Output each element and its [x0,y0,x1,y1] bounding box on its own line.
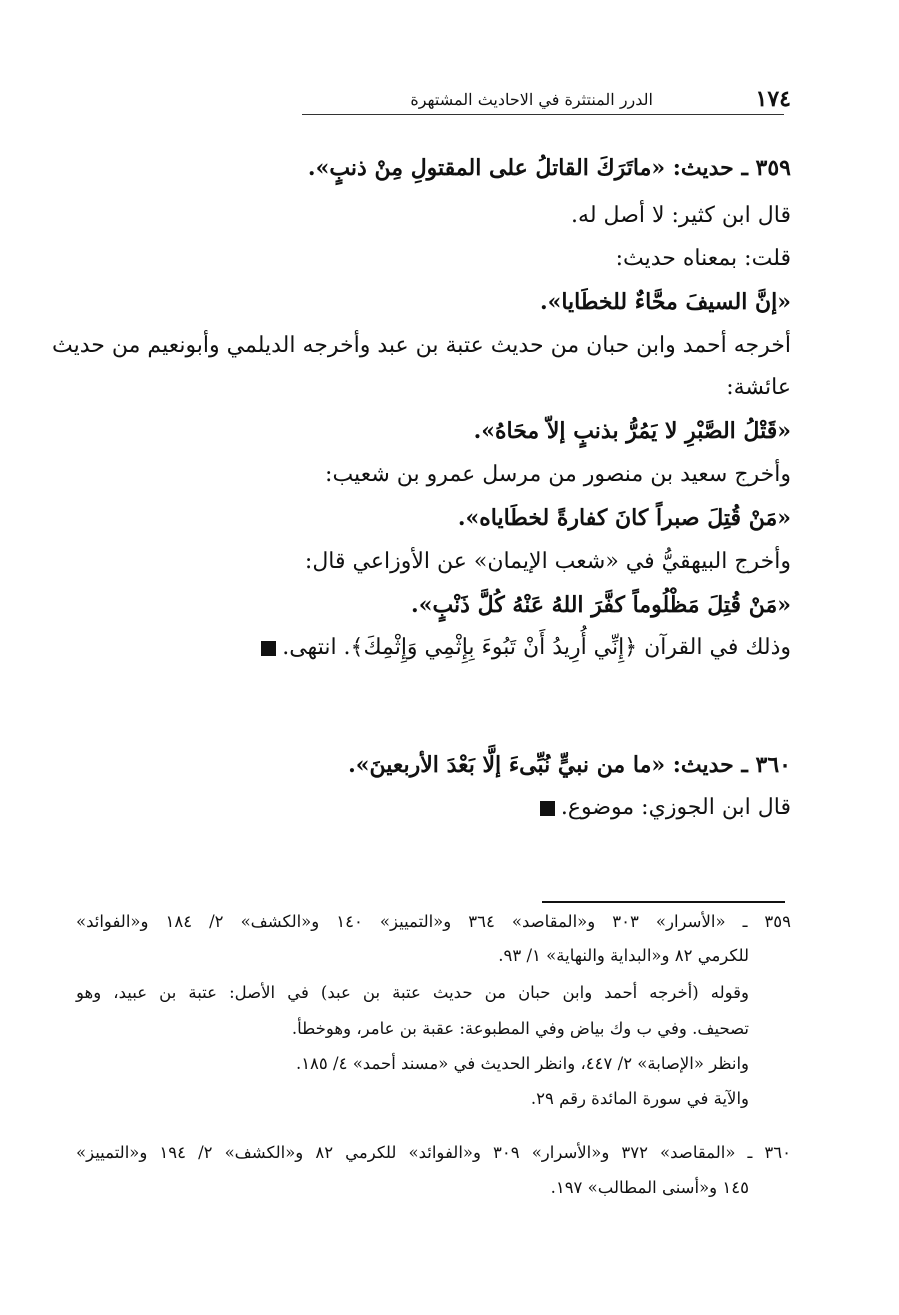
end-marker-icon [261,641,276,656]
footnote-359-line: تصحيف. وفي ب وك بياض وفي المطبوعة: عقبة بن عامر، وهوخطأ. [291,1019,749,1038]
footnote-359-line: للكرمي ٨٢ و«البداية والنهاية» ١/ ٩٣. [498,946,749,965]
hadith-359-closing-text: وذلك في القرآن ﴿إِنِّي أُرِيدُ أَنْ تَبُوءَ بِإِثْمِي وَإِثْمِكَ﴾. انتهى. [282,635,791,660]
footnote-359-line: ٣٥٩ ـ «الأسرار» ٣٠٣ و«المقاصد» ٣٦٤ و«التمييز» ١٤٠ و«الكشف» ٢/ ١٨٤ و«الفوائد» [76,912,792,931]
hadith-360-verdict: قال ابن الجوزي: موضوع. [560,795,791,820]
hadith-359-quote: «مَنْ قُتِلَ صبراً كانَ كفارةً لخطَاياه». [457,505,791,531]
hadith-359-line: أخرجه أحمد وابن حبان من حديث عتبة بن عبد وأخرجه الديلمي وأبونعيم من حديث [52,333,791,358]
footnote-359-line: وانظر «الإصابة» ٢/ ٤٤٧، وانظر الحديث في «مسند أحمد» ٤/ ١٨٥. [295,1054,749,1073]
hadith-360-heading: ٣٦٠ ـ حديث: «ما من نبيٍّ نُبِّىءَ إلَّا بَعْدَ الأربعينَ». [348,752,791,778]
hadith-359-quote: «إنَّ السيفَ محَّاءٌ للخطَايا». [539,289,791,315]
running-header [300,86,791,116]
hadith-359-line: وأخرج سعيد بن منصور من مرسل عمرو بن شعيب: [325,462,791,487]
end-marker-icon [540,801,555,816]
footnote-360-line: ٣٦٠ ـ «المقاصد» ٣٧٢ و«الأسرار» ٣٠٩ و«الفوائد» للكرمي ٨٢ و«الكشف» ٢/ ١٩٤ و«التمييز» [76,1143,791,1162]
hadith-359-heading: ٣٥٩ ـ حديث: «ماتَرَكَ القاتلُ على المقتولِ مِنْ ذنبٍ». [307,155,791,181]
hadith-359-quote: «مَنْ قُتِلَ مَظْلُوماً كفَّرَ اللهُ عَنْهُ كُلَّ ذَنْبٍ». [411,592,791,618]
running-title: الدرر المنتثرة في الاحاديث المشتهرة [410,90,653,109]
hadith-359-line: عائشة: [726,375,791,400]
header-rule [302,114,784,115]
hadith-359-quote: «قَتْلُ الصَّبْرِ لا يَمُرُّ بذنبٍ إلاّ محَاهُ». [473,418,791,444]
hadith-359-line: قال ابن كثير: لا أصل له. [571,203,791,228]
page-number: ١٧٤ [755,86,791,112]
hadith-359-line: وأخرج البيهقيُّ في «شعب الإيمان» عن الأوزاعي قال: [304,549,791,574]
footnote-rule [542,901,785,903]
hadith-359-line: قلت: بمعناه حديث: [615,246,791,271]
footnote-359-line: والآية في سورة المائدة رقم ٢٩. [530,1089,749,1108]
hadith-359-line [261,635,791,660]
footnote-360-line: ١٤٥ و«أسنى المطالب» ١٩٧. [550,1178,749,1197]
hadith-360-line [540,795,791,820]
footnote-359-line: وقوله (أخرجه أحمد وابن حبان من حديث عتبة بن عبد) في الأصل: عتبة بن عبيد، وهو [76,983,749,1002]
